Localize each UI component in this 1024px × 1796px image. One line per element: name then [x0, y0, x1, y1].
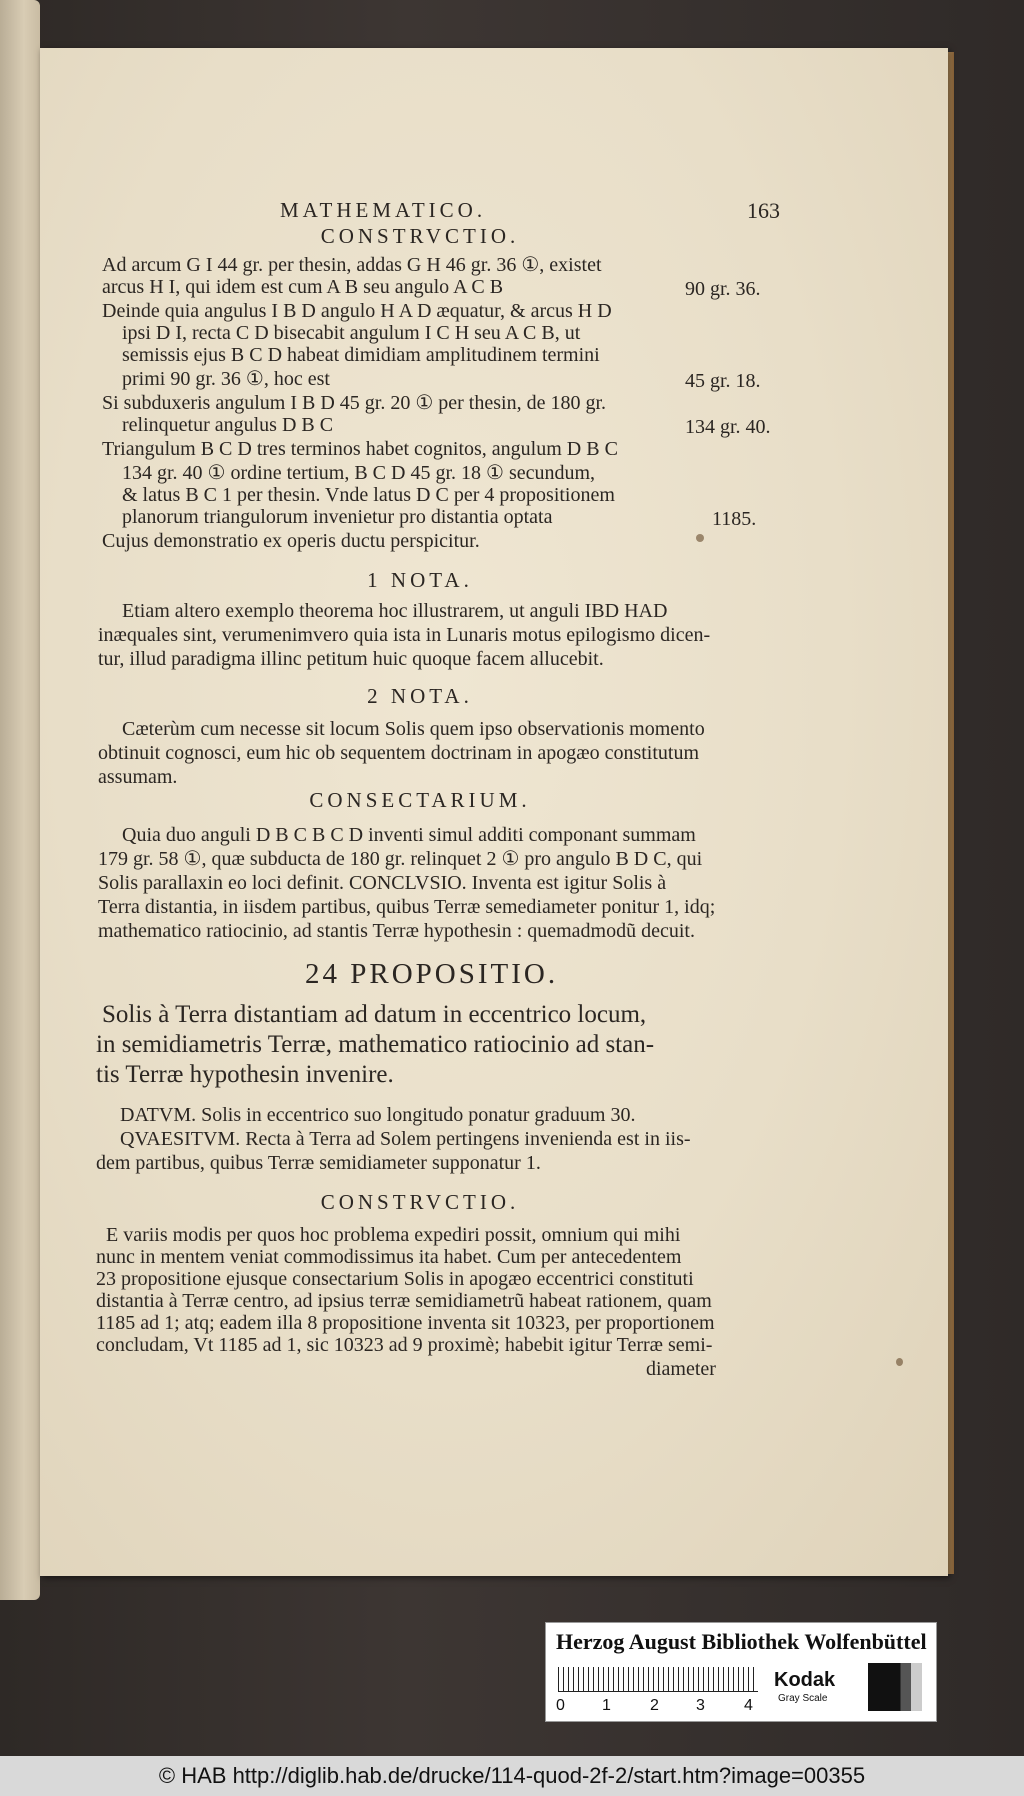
scale-number: 1	[602, 1697, 611, 1714]
ink-stain	[896, 1358, 903, 1366]
text-line: semissis ejus B C D habeat dimidiam amplitudinem termini	[122, 344, 600, 366]
text-line: 1185 ad 1; atq; eadem illa 8 propositione inventa sit 10323, per proportionem	[96, 1312, 715, 1334]
text-line: inæquales sint, verumenimvero quia ista in Lunaris motus epilogismo dicen-	[98, 624, 711, 646]
margin-value: 134 gr. 40.	[685, 416, 771, 438]
text-line: obtinuit cognosci, eum hic ob sequentem doctrinam in apogæo constitutum	[98, 742, 700, 764]
text-line: primi 90 gr. 36 ①, hoc est	[122, 368, 330, 390]
scale-number: 2	[650, 1697, 659, 1714]
text-line: 23 propositione ejusque consectarium Solis in apogæo eccentrici constituti	[96, 1268, 694, 1290]
text-line: Etiam altero exemplo theorema hoc illustrarem, ut anguli IBD HAD	[122, 600, 668, 622]
running-head	[280, 198, 780, 223]
text-line: Ad arcum G I 44 gr. per thesin, addas G H 46 gr. 36 ①, existet	[102, 254, 602, 276]
text-line: planorum triangulorum invenietur pro distantia optata	[122, 506, 553, 528]
enunciation-line: tis Terræ hypothesin invenire.	[96, 1061, 394, 1088]
datum-line: DATVM. Solis in eccentrico suo longitudo ponatur graduum 30.	[120, 1104, 636, 1126]
text-line: concludam, Vt 1185 ad 1, sic 10323 ad 9 proximè; habebit igitur Terræ semi-	[96, 1334, 713, 1356]
running-title: MATHEMATICO.	[280, 198, 487, 222]
construction-heading: CONSTRVCTIO.	[320, 1190, 520, 1214]
quaesitum-line: dem partibus, quibus Terræ semidiameter supponatur 1.	[96, 1152, 541, 1174]
text-line: 134 gr. 40 ① ordine tertium, B C D 45 gr. 18 ① secundum,	[122, 462, 596, 484]
margin-value: 45 gr. 18.	[685, 370, 761, 392]
proposition-title: 24 PROPOSITIO.	[305, 958, 559, 990]
text-line: & latus B C 1 per thesin. Vnde latus D C per 4 propositionem	[122, 484, 615, 506]
text-line: Si subduxeris angulum I B D 45 gr. 20 ① per thesin, de 180 gr.	[102, 392, 607, 414]
scale-number: 0	[556, 1697, 565, 1714]
construction-heading: CONSTRVCTIO.	[320, 224, 520, 248]
text-line: Deinde quia angulus I B D angulo H A D æquatur, & arcus H D	[102, 300, 612, 322]
gray-scale-label: Gray Scale	[778, 1693, 828, 1704]
text-line: tur, illud paradigma illinc petitum huic quoque facem allucebit.	[98, 648, 604, 670]
text-line: distantia à Terræ centro, ad ipsius terræ semidiametrũ habeat rationem, quam	[96, 1290, 712, 1312]
nota-heading: 2 NOTA.	[367, 684, 473, 708]
previous-leaf-edge	[0, 0, 40, 1600]
kodak-logo: Kodak	[774, 1669, 836, 1691]
text-line: nunc in mentem veniat commodissimus ita habet. Cum per antecedentem	[96, 1246, 682, 1268]
margin-value: 1185.	[712, 508, 757, 530]
catchword: diameter	[646, 1358, 716, 1380]
text-line: Triangulum B C D tres terminos habet cognitos, angulum D B C	[102, 438, 618, 460]
gray-scale-swatch	[868, 1663, 922, 1711]
nota-heading: 1 NOTA.	[367, 568, 473, 592]
text-line: Quia duo anguli D B C B C D inventi simul additi componant summam	[122, 824, 696, 846]
text-line: arcus H I, qui idem est cum A B seu angulo A C B	[102, 276, 504, 298]
text-line: Cujus demonstratio ex operis ductu perspicitur.	[102, 530, 480, 552]
footer-credit: © HAB http://diglib.hab.de/drucke/114-quod-2f-2/start.htm?image=00355	[0, 1756, 1024, 1796]
page-number: 163	[747, 198, 780, 223]
text-line: Solis parallaxin eo loci definit. CONCLVSIO. Inventa est igitur Solis à	[98, 872, 667, 894]
institution-name: Herzog August Bibliothek Wolfenbüttel	[556, 1629, 927, 1654]
text-line: relinquetur angulus D B C	[122, 414, 334, 436]
scale-number: 3	[696, 1697, 705, 1714]
text-line: assumam.	[98, 766, 178, 788]
text-line: Terra distantia, in iisdem partibus, quibus Terræ semediameter ponitur 1, idq;	[98, 896, 716, 918]
text-line: Cæterùm cum necesse sit locum Solis quem ipso observationis momento	[122, 718, 705, 740]
text-line: 179 gr. 58 ①, quæ subducta de 180 gr. relinquet 2 ① pro angulo B D C, qui	[98, 848, 703, 870]
quaesitum-line: QVAESITVM. Recta à Terra ad Solem pertingens invenienda est in iis-	[120, 1128, 691, 1150]
text-line: mathematico ratiocinio, ad stantis Terræ hypothesin : quemadmodũ decuit.	[98, 920, 695, 942]
ink-stain	[696, 534, 704, 542]
enunciation-line: in semidiametris Terræ, mathematico ratiocinio ad stan-	[96, 1031, 655, 1058]
text-line: E variis modis per quos hoc problema expediri possit, omnium qui mihi	[106, 1224, 681, 1246]
ruler-scale	[558, 1667, 758, 1692]
margin-value: 90 gr. 36.	[685, 278, 761, 300]
enunciation-line: Solis à Terra distantiam ad datum in eccentrico locum,	[102, 1001, 647, 1028]
consectarium-heading: CONSECTARIUM.	[309, 788, 531, 812]
book-page	[40, 48, 948, 1576]
color-calibration-bar	[545, 1622, 937, 1722]
scale-number: 4	[744, 1697, 753, 1714]
text-line: ipsi D I, recta C D bisecabit angulum I C H seu A C B, ut	[122, 322, 581, 344]
